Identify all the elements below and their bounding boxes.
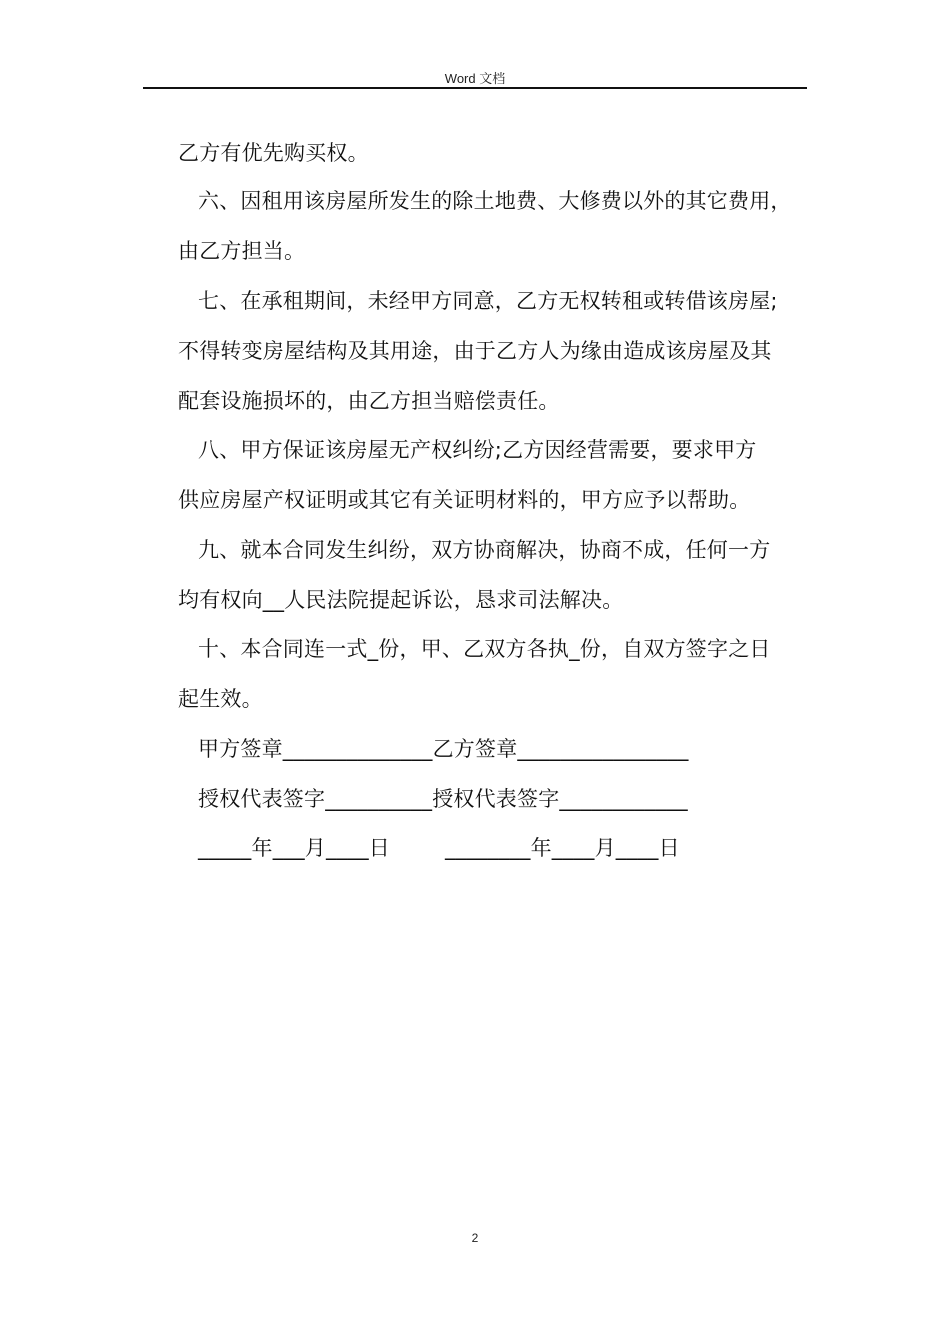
clause-10-line-2: 起生效。 [178,687,263,711]
clause-6-line-1: 六、因租用该房屋所发生的除土地费、大修费以外的其它费用， [198,189,792,213]
clause-8-line-2: 供应房屋产权证明或其它有关证明材料的，甲方应予以帮助。 [178,488,751,512]
authorized-signature-line: 授权代表签字__________授权代表签字____________ [198,787,688,811]
clause-9-line-2: 均有权向__人民法院提起诉讼，恳求司法解决。 [178,588,624,612]
page-number: 2 [471,1231,479,1245]
clause-7-line-3: 配套设施损坏的，由乙方担当赔偿责任。 [178,389,560,413]
signature-seal-line: 甲方签章______________乙方签章________________ [198,737,689,761]
clause-7-line-1: 七、在承租期间，未经甲方同意，乙方无权转租或转借该房屋; [198,289,778,313]
header-divider [143,87,807,89]
clause-10-line-1: 十、本合同连一式_份，甲、乙双方各执_份，自双方签字之日 [198,637,771,661]
clause-8-line-1: 八、甲方保证该房屋无产权纠纷;乙方因经营需要，要求甲方 [198,438,757,462]
clause-6-line-2: 由乙方担当。 [178,239,306,263]
date-line: _____年___月____日 ________年____月____日 [198,836,680,860]
body-line: 乙方有优先购买权。 [178,141,369,165]
clause-7-line-2: 不得转变房屋结构及其用途，由于乙方人为缘由造成该房屋及其 [178,339,772,363]
header-title: Word 文档 [444,71,506,86]
clause-9-line-1: 九、就本合同发生纠纷，双方协商解决，协商不成，任何一方 [198,538,771,562]
